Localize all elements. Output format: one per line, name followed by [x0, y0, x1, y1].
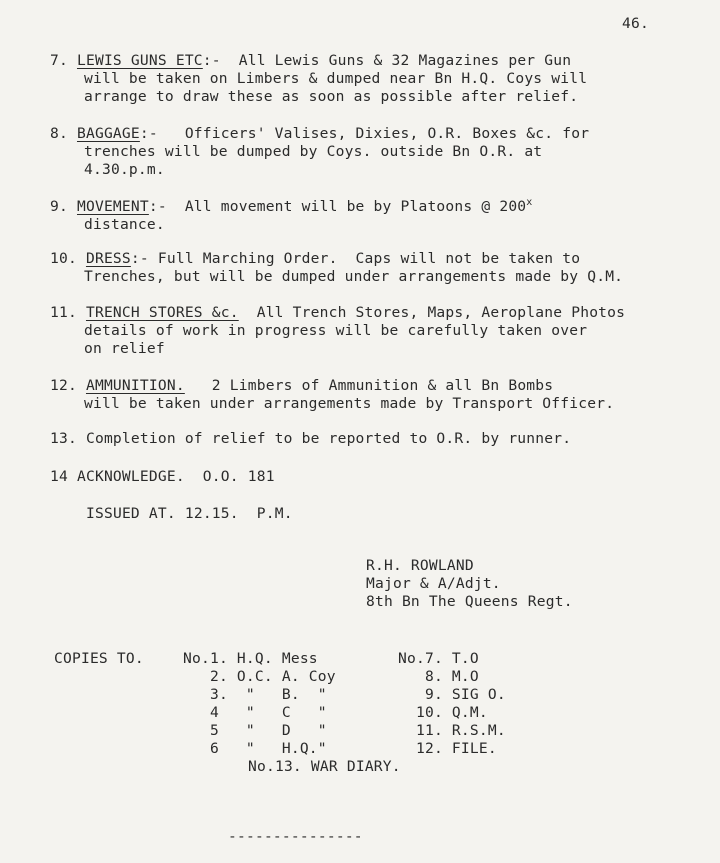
copies-right-row: 10. Q.M.	[398, 704, 488, 721]
item-heading: TRENCH STORES &c.	[85, 304, 239, 321]
item-heading: BAGGAGE	[76, 125, 140, 142]
item-number: 11.	[50, 304, 77, 321]
footer-dashed-rule: ---------------	[228, 828, 363, 845]
item-text: :- All Lewis Guns & 32 Magazines per Gun	[202, 52, 572, 69]
signature-name: R.H. ROWLAND	[366, 557, 474, 574]
item-number: 8.	[50, 125, 68, 142]
item-text: :- Officers' Valises, Dixies, O.R. Boxes &c. for	[139, 125, 590, 142]
copies-right-row: No.7. T.O	[398, 650, 479, 667]
item-number: 12.	[50, 377, 77, 394]
item-9-line-1	[50, 198, 533, 216]
item-11-line-2: details of work in progress will be carefully taken over	[84, 322, 588, 339]
item-7-line-1	[50, 52, 571, 70]
copies-right-row: 9. SIG O.	[398, 686, 506, 703]
item-13-line-1	[50, 430, 571, 448]
copies-right-row: 12. FILE.	[398, 740, 497, 757]
signature-rank: Major & A/Adjt.	[366, 575, 501, 592]
copies-left-row: 6 " H.Q."	[183, 740, 327, 757]
item-number: 7.	[50, 52, 68, 69]
item-8-line-2: trenches will be dumped by Coys. outside Bn O.R. at	[84, 143, 543, 160]
item-number: 14	[50, 468, 68, 485]
item-number: 9.	[50, 198, 68, 215]
page-number: 46.	[622, 15, 649, 32]
item-14-line-1	[50, 468, 275, 486]
item-10-line-1	[50, 250, 580, 268]
issued-time: ISSUED AT. 12.15. P.M.	[86, 505, 293, 522]
item-text: Completion of relief to be reported to O.R. by runner.	[85, 430, 572, 447]
item-7-line-2: will be taken on Limbers & dumped near Bn H.Q. Coys will	[84, 70, 588, 87]
item-heading: AMMUNITION.	[85, 377, 185, 394]
item-8-line-1	[50, 125, 589, 143]
item-7-line-3: arrange to draw these as soon as possible after relief.	[84, 88, 579, 105]
item-text: ACKNOWLEDGE. O.O. 181	[76, 468, 275, 485]
item-11-line-1	[50, 304, 625, 322]
signature-unit: 8th Bn The Queens Regt.	[366, 593, 573, 610]
item-8-line-3: 4.30.p.m.	[84, 161, 165, 178]
copies-left-row: No.1. H.Q. Mess	[183, 650, 318, 667]
item-10-line-2: Trenches, but will be dumped under arrangements made by Q.M.	[84, 268, 624, 285]
superscript: x	[526, 197, 533, 209]
copies-right-row: 11. R.S.M.	[398, 722, 506, 739]
item-12-line-2: will be taken under arrangements made by Transport Officer.	[84, 395, 615, 412]
item-text: :- All movement will be by Platoons @ 200	[148, 198, 527, 215]
item-9-line-2: distance.	[84, 216, 165, 233]
item-11-line-3: on relief	[84, 340, 165, 357]
item-heading: DRESS	[85, 250, 131, 267]
copies-left-row: 4 " C "	[183, 704, 327, 721]
item-heading: MOVEMENT	[76, 198, 149, 215]
item-12-line-1	[50, 377, 553, 395]
copies-label: COPIES TO.	[54, 650, 144, 667]
item-number: 13.	[50, 430, 77, 447]
item-text: All Trench Stores, Maps, Aeroplane Photos	[238, 304, 626, 321]
copies-left-row: 3. " B. "	[183, 686, 327, 703]
copies-left-row: 5 " D "	[183, 722, 327, 739]
copies-right-row: 8. M.O	[398, 668, 479, 685]
copies-last-row: No.13. WAR DIARY.	[248, 758, 401, 775]
item-text: 2 Limbers of Ammunition & all Bn Bombs	[184, 377, 554, 394]
item-text: :- Full Marching Order. Caps will not be taken to	[130, 250, 581, 267]
item-number: 10.	[50, 250, 77, 267]
item-heading: LEWIS GUNS ETC	[76, 52, 203, 69]
copies-left-row: 2. O.C. A. Coy	[183, 668, 336, 685]
